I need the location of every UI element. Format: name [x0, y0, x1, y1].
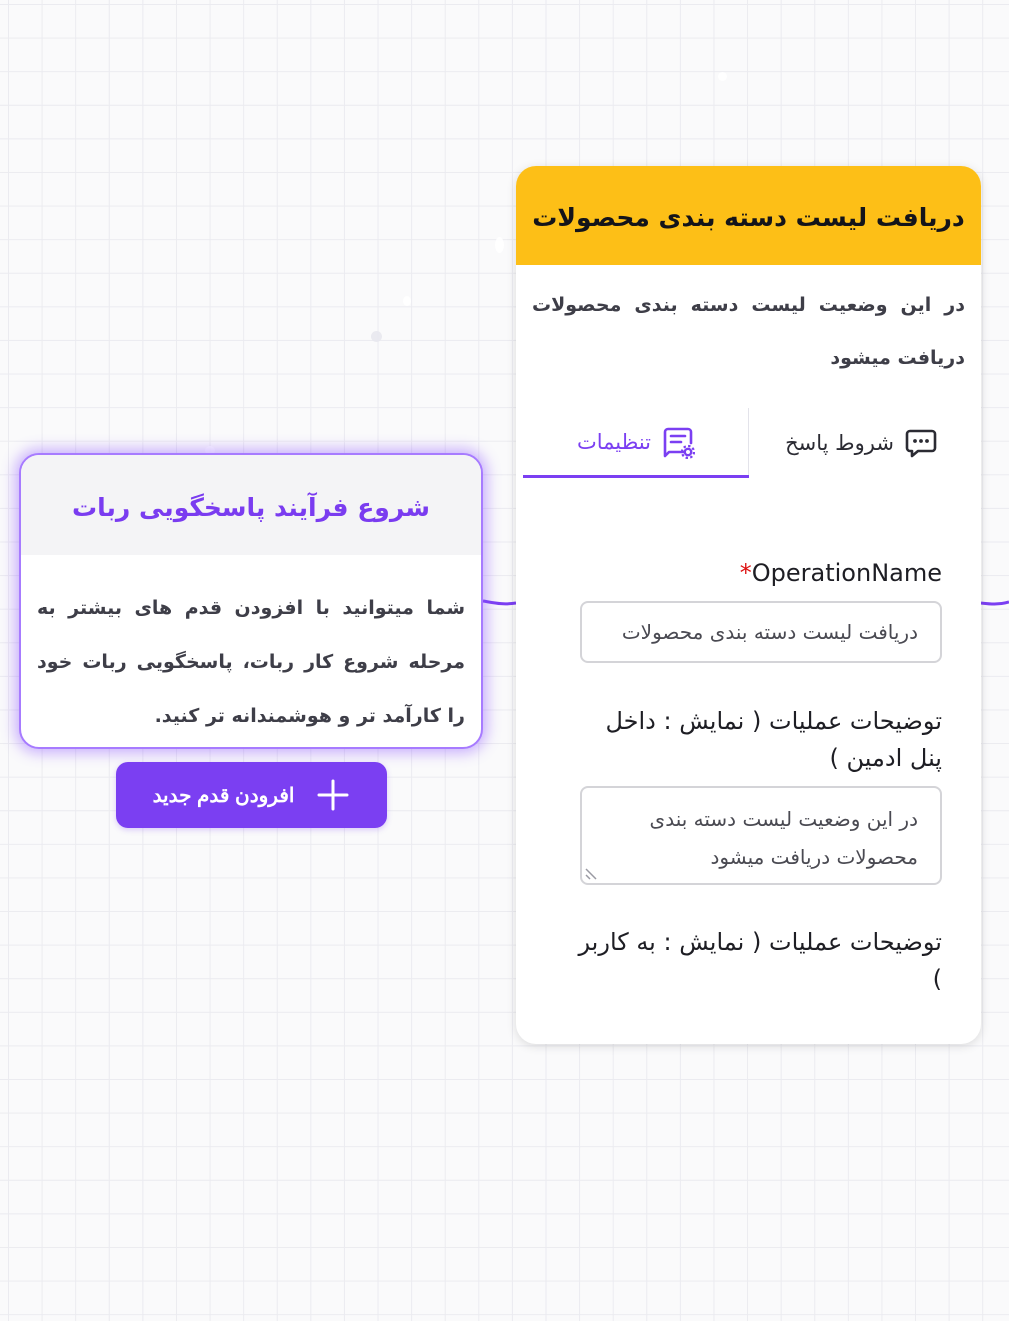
connector-line-left [483, 601, 516, 604]
admin-description-value: در این وضعیت لیست دسته بندی محصولات دریافت میشود [649, 807, 918, 869]
background-dot [495, 237, 504, 253]
resize-grip-icon[interactable] [584, 867, 598, 881]
chat-icon [904, 426, 938, 460]
plus-icon [316, 778, 350, 812]
start-node-title: شروع فرآیند پاسخگویی ربات [72, 492, 430, 522]
required-mark: * [739, 559, 752, 587]
tab-response-label: شروط پاسخ [785, 431, 894, 455]
admin-description-textarea[interactable] [580, 786, 942, 885]
background-dot [718, 72, 727, 81]
operation-node-title: دریافت لیست دسته بندی محصولات [532, 203, 965, 232]
operation-node[interactable] [516, 166, 981, 1044]
admin-description-label: توضیحات عملیات ( نمایش : داخل پنل ادمین ) [605, 707, 942, 772]
operation-name-label: *OperationName [739, 559, 942, 587]
tab-settings-label: تنظیمات [576, 429, 652, 454]
start-node[interactable] [19, 453, 483, 749]
tab-response-conditions[interactable] [749, 408, 974, 478]
add-step-label: افرودن قدم جدید [152, 784, 295, 807]
add-step-button[interactable] [116, 762, 387, 828]
user-description-label: توضیحات عملیات ( نمایش : به کاربر ) [578, 928, 942, 993]
start-node-description: شما میتوانید با افزودن قدم های بیشتر به مرحله شروع کار ربات، پاسخگویی ربات خود را کارآمد تر و هوشمندانه تر کنید. [37, 597, 465, 727]
operation-node-header [516, 166, 981, 265]
start-node-header [21, 455, 481, 555]
settings-list-icon [661, 425, 695, 459]
operation-tabs [523, 408, 974, 478]
tab-settings[interactable] [523, 408, 749, 478]
connector-line-right [981, 602, 1009, 604]
operation-node-description: در این وضعیت لیست دسته بندی محصولات دریافت میشود [532, 294, 965, 369]
operation-name-input[interactable]: دریافت لیست دسته بندی محصولات [580, 601, 942, 663]
background-dot [403, 296, 411, 306]
background-dot [371, 331, 382, 342]
